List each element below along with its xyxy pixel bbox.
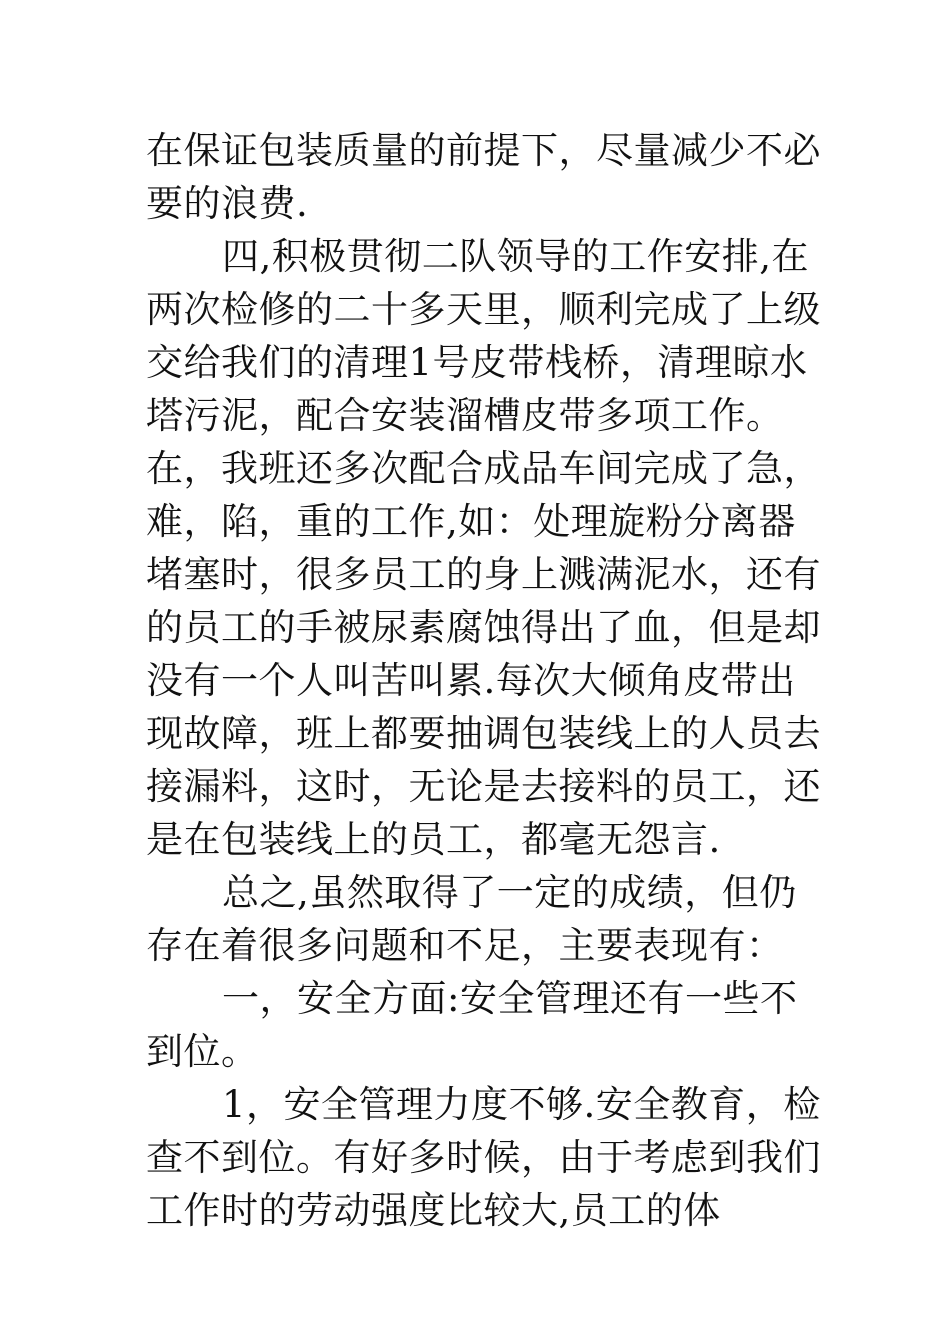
- document-body: [146, 124, 826, 1237]
- paragraph-4: 一，安全方面:安全管理还有一些不到位。: [146, 977, 798, 1073]
- paragraph-3: 总之,虽然取得了一定的成绩，但仍存在着很多问题和不足，主要表现有：: [146, 871, 797, 967]
- paragraph-2: 四,积极贯彻二队领导的工作安排,在两次检修的二十多天里，顺利完成了上级交给我们的清理1号皮带栈桥，清理晾水塔污泥，配合安装溜槽皮带多项工作。在，我班还多次配合成品车间完成了急，难，陷，重的工作,如：处理旋粉分离器堵塞时，很多员工的身上溅满泥水，还有的员工的手被尿素腐蚀得出了血，但是却没有一个人叫苦叫累.每次大倾角皮带出现故障，班上都要抽调包装线上的人员去接漏料，这时，无论是去接料的员工，还是在包装线上的员工，都毫无怨言.: [146, 235, 821, 861]
- paragraph-1: 在保证包装质量的前提下，尽量减少不必要的浪费.: [146, 129, 821, 225]
- paragraph-5: 1，安全管理力度不够.安全教育，检查不到位。有好多时候，由于考虑到我们工作时的劳动强度比较大,员工的体: [146, 1083, 821, 1232]
